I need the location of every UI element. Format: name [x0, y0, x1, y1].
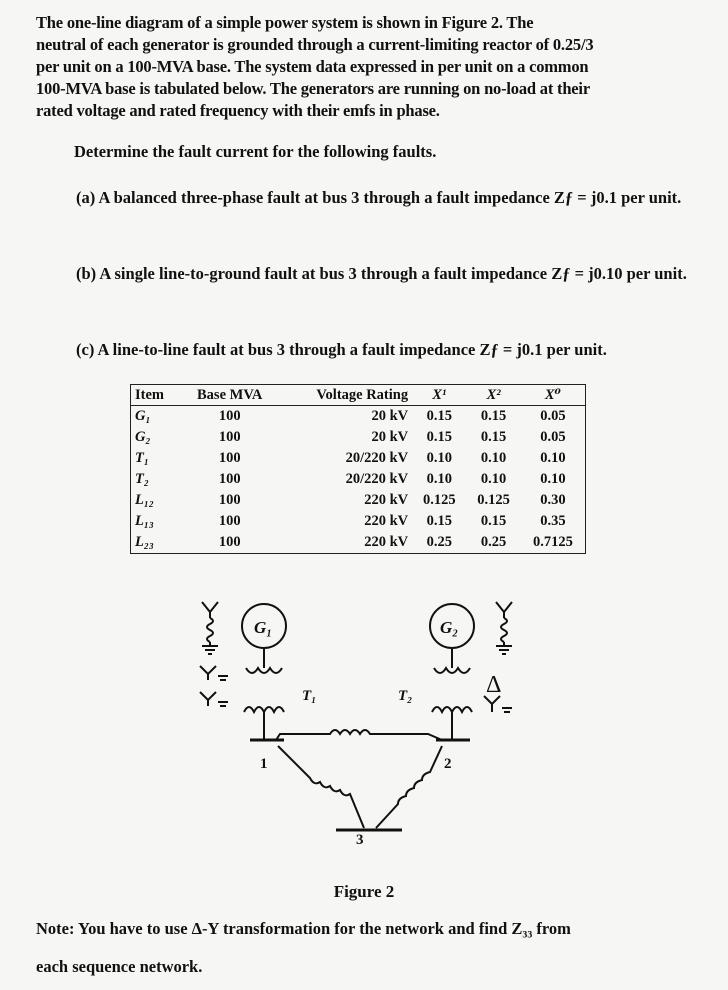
cell-x2: 0.15	[480, 513, 507, 529]
table-row	[131, 511, 586, 532]
cell-x1: 0.10	[426, 471, 452, 487]
cell-x2: 0.10	[480, 450, 507, 466]
g1-label: G₁	[254, 618, 273, 637]
cell-x0: 0.10	[540, 450, 566, 466]
cell-base-mva: 100	[218, 492, 241, 508]
cell-x2: 0.10	[480, 471, 507, 487]
line-12	[276, 730, 442, 740]
table-row	[131, 427, 586, 448]
col-header-item: Item	[131, 385, 181, 406]
cell-x1: 0.15	[426, 513, 452, 529]
figure-caption: Figure 2	[333, 882, 395, 901]
cell-voltage: 20 kV	[371, 429, 409, 445]
cell-voltage: 20/220 kV	[345, 471, 409, 487]
line-23	[376, 746, 442, 828]
bus-1-label: 1	[260, 756, 268, 772]
cell-x0: 0.7125	[532, 534, 573, 550]
cell-x2: 0.125	[477, 492, 510, 508]
col-header-voltage: Voltage Rating	[279, 385, 412, 406]
fault-c	[32, 338, 688, 362]
cell-item: G₂	[135, 429, 151, 445]
cell-x0: 0.05	[540, 408, 566, 424]
bus-2-label: 2	[444, 756, 452, 772]
cell-x1: 0.10	[426, 450, 452, 466]
cell-x2: 0.15	[480, 429, 507, 445]
col-header-x2: X²	[466, 385, 520, 406]
table-row	[131, 469, 586, 490]
determine-instruction: Determine the fault current for the following faults.	[74, 142, 437, 161]
t1-primary-winding	[246, 668, 282, 673]
intro-line: per unit on a 100-MVA base. The system data expressed in per unit on a common	[36, 57, 589, 76]
col-header-x1: X¹	[412, 385, 466, 406]
table-row	[131, 448, 586, 469]
table-header-row	[131, 385, 586, 406]
intro-line: neutral of each generator is grounded through a current-limiting reactor of 0.25/3	[36, 35, 594, 54]
intro-line: 100-MVA base is tabulated below. The generators are running on no-load at their	[36, 79, 590, 98]
g2-label: G₂	[440, 618, 459, 637]
col-header-base-mva: Base MVA	[181, 385, 279, 406]
col-header-x0: X⁰	[521, 385, 586, 406]
cell-item: L₁₃	[135, 513, 154, 529]
t1-label: T₁	[302, 688, 317, 704]
one-line-diagram	[180, 596, 560, 848]
cell-base-mva: 100	[218, 429, 241, 445]
g2-grounding-reactor-icon	[496, 602, 512, 654]
fault-a-text: (a) A balanced three-phase fault at bus 3 through a fault impedance Zƒ = j0.1 per unit.	[76, 188, 682, 207]
cell-voltage: 220 kV	[364, 513, 409, 529]
fault-b-text: (b) A single line-to-ground fault at bus 3 through a fault impedance Zƒ = j0.10 per unit.	[76, 264, 687, 283]
t1-secondary-winding	[244, 707, 284, 712]
bus-3-label: 3	[356, 832, 364, 848]
cell-item: L₂₃	[135, 534, 154, 550]
cell-voltage: 220 kV	[364, 492, 409, 508]
t2-secondary-winding	[432, 707, 472, 712]
cell-base-mva: 100	[218, 513, 241, 529]
note-line: Note: You have to use Δ-Y transformation for the network and find Z₃₃ from	[36, 919, 571, 938]
cell-item: T₁	[135, 450, 149, 466]
cell-base-mva: 100	[218, 471, 241, 487]
cell-x2: 0.15	[480, 408, 507, 424]
note-line: each sequence network.	[36, 957, 203, 976]
fault-a	[32, 186, 688, 210]
table-row	[131, 406, 586, 428]
intro-line: The one-line diagram of a simple power system is shown in Figure 2. The	[36, 13, 534, 32]
cell-x1: 0.15	[426, 429, 452, 445]
intro-line: rated voltage and rated frequency with their emfs in phase.	[36, 101, 440, 120]
cell-voltage: 220 kV	[364, 534, 409, 550]
cell-x0: 0.35	[540, 513, 566, 529]
cell-x0: 0.10	[540, 471, 566, 487]
cell-x1: 0.125	[422, 492, 456, 508]
cell-voltage: 20 kV	[371, 408, 409, 424]
cell-x2: 0.25	[480, 534, 507, 550]
cell-item: G₁	[135, 408, 151, 424]
cell-x1: 0.15	[426, 408, 452, 424]
delta-symbol: Δ	[486, 672, 502, 698]
note	[36, 910, 696, 986]
fault-c-text: (c) A line-to-line fault at bus 3 through a fault impedance Zƒ = j0.1 per unit.	[76, 340, 607, 359]
g1-grounding-reactor-icon	[202, 602, 218, 654]
cell-item: T₂	[135, 471, 149, 487]
table-row	[131, 490, 586, 511]
cell-x0: 0.30	[540, 492, 566, 508]
cell-item: L₁₂	[135, 492, 154, 508]
cell-x1: 0.25	[426, 534, 452, 550]
line-13	[278, 746, 364, 828]
t2-label: T₂	[398, 688, 413, 704]
table-row	[131, 532, 586, 554]
fault-b	[32, 262, 688, 286]
cell-base-mva: 100	[218, 534, 241, 550]
system-data-table	[130, 384, 586, 554]
t1-grounded-wye-icon	[200, 666, 228, 706]
cell-x0: 0.05	[540, 429, 566, 445]
problem-intro	[36, 12, 686, 122]
cell-voltage: 20/220 kV	[345, 450, 409, 466]
t2-primary-winding	[434, 668, 470, 673]
cell-base-mva: 100	[218, 408, 241, 424]
t2-grounded-wye-icon	[484, 696, 512, 712]
cell-base-mva: 100	[218, 450, 241, 466]
